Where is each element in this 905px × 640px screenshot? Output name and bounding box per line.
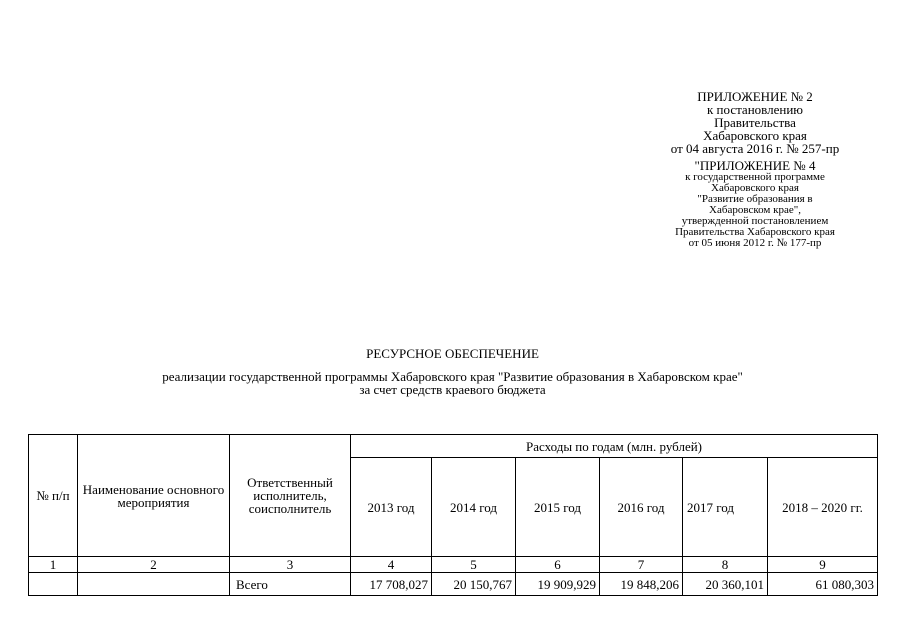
total-value: 20 360,101 [683,573,768,596]
document-title-block [0,346,905,396]
sub-appendix-line: утвержденной постановлением [681,215,829,227]
year-header-cell: 2014 год [432,458,516,557]
total-row [29,573,878,596]
sub-appendix-line: "Развитие образования в [697,193,813,205]
header-cell-executor: Ответственный исполнитель, соисполнитель [230,435,351,557]
year-header-cell: 2018 – 2020 гг. [768,458,878,557]
total-value: 19 848,206 [600,573,683,596]
appendix-line: Правительства [714,115,796,130]
total-value: 61 080,303 [768,573,878,596]
total-value: 17 708,027 [351,573,432,596]
column-number-cell: 9 [768,557,878,573]
total-value: 19 909,929 [516,573,600,596]
total-label: Всего [230,573,351,596]
sub-appendix-line: к государственной программе [685,171,825,183]
appendix-line: к постановлению [706,102,804,117]
column-number-cell: 5 [432,557,516,573]
document-title: РЕСУРСНОЕ ОБЕСПЕЧЕНИЕ [366,346,539,361]
header-cell-expenses: Расходы по годам (млн. рублей) [351,435,878,458]
year-header-cell: 2017 год [683,458,768,557]
sub-appendix-line: Правительства Хабаровского края [675,226,835,238]
appendix-line: Хабаровского края [703,128,807,143]
column-number-cell: 7 [600,557,683,573]
column-number-cell: 3 [230,557,351,573]
year-header-cell: 2013 год [351,458,432,557]
document-subtitle-line2: за счет средств краевого бюджета [359,382,546,397]
column-number-cell: 4 [351,557,432,573]
column-number-cell: 1 [29,557,78,573]
appendix-header [600,90,905,249]
column-number-row [29,557,878,573]
document-subtitle: реализации государственной программы Хабаровского края "Развитие образования в Хабаровском крае" [162,369,743,384]
resource-table [28,434,878,596]
column-number-cell: 6 [516,557,600,573]
table-header-row [29,435,878,458]
sub-appendix-line: Хабаровского края [711,182,799,194]
column-number-cell: 2 [78,557,230,573]
appendix-title: ПРИЛОЖЕНИЕ № 2 [697,89,813,104]
header-cell-num: № п/п [29,435,78,557]
total-value: 20 150,767 [432,573,516,596]
appendix-date: от 04 августа 2016 г. № 257-пр [670,141,840,156]
year-header-cell: 2016 год [600,458,683,557]
year-header-cell: 2015 год [516,458,600,557]
column-number-cell: 8 [683,557,768,573]
header-cell-name: Наименование основного мероприятия [78,435,230,557]
sub-appendix-line: Хабаровском крае", [709,204,801,216]
sub-appendix-date: от 05 июня 2012 г. № 177-пр [688,237,822,249]
sub-appendix-title: "ПРИЛОЖЕНИЕ № 4 [694,158,816,173]
